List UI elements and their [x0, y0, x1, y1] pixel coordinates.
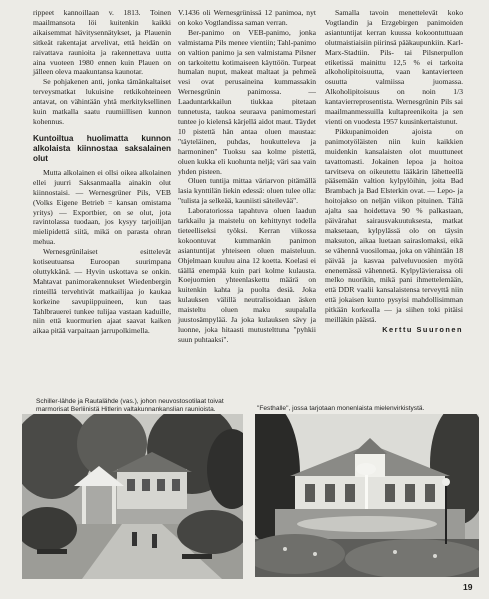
author-signature: Kerttu Suuronen: [382, 325, 463, 334]
photo-caption-left: Schiller-lähde ja Rautalähde (vas.), johon neuvostosotilaat toivat marmorisat Berliinistä Hitlerin valtakunnankanslian raunioista.: [36, 398, 224, 413]
photo-caption-right: "Festhalle", jossa tarjotaan monenlaista mielenvirkistystä.: [257, 405, 425, 412]
paragraph: Wernesgrünilaiset esittelevät kotiseutuansa Euroopan suurimpana oluttykkänä. — Hyvin uskottava se onkin. Mahtavat panimorakennukset Wiedenbergin rinteillä tervehtivät matkailijaa jo kaukaa korkeine savupiippuineen, kun taas Tahlbrauerei tunkee tulijaa vastaan kaduille, niin että kuormurien ajaat saavat kaiken aikaa pitää varpaitaan jarrupolkimella.: [33, 247, 171, 336]
paragraph: Ber-panimo on VEB-panimo, jonka valmistama Pils menee vientiin; Tahl-panimo on valtion panimo ja sen valmistama Pilsner on tarkoitettu kotimaiseen käyttöön. Turpeat humalan nuput, makeat maltaat ja pehmeä vesi ovat perusaineina kummassakin Wernesgrünin panimossa. — Laaduntarkkailun tiukkaa pitetaan tunnetusta, taukoa seuraava panimomestari tuntee jo kielensä kärjellä aidot maut. Täydet 10 pistettä hän antaa oluen maustaa: "täyteläinen, puhdas, houkutteleva ja harmoninen" Tuoksu saa kolme pistettä, oluen kukka eli kuohunta neljä; väri saa vain yhden pisteen.: [178, 27, 316, 176]
paragraph: Laboratoriossa tapahtuva oluen laadun tarkkailu ja maistelu on kehittynyt todella tieteelliseksi työksi. Kerran viikossa kokoontuvat kummankin panimon asiantuntijat yhteiseen oluen maisteluun. Ohjelmaan kuuluu aina 12 koetta. Koelasi ei täällä enempää kuin pari kolme kulausta. Koejuomien yhteenlaskettu määrä on kuitenkin kahta ja puolta desiä. Joka kulauksen välillä neutralisoidaan äsken maisteltu oluen maku suupalalla juustosämpylää. Ja joka kulauksen sävy ja luonne, joka hitaasti mutustelttuna "pyhkii suun puhtaaksi".: [178, 206, 316, 344]
paragraph: Mutta alkolainen ei ollsi oikea alkolainen ellei juurri Saksanmaalla ainakin olut kiinnostaisi. — Wernesgrüner Pils, VEB (Volks Eigene Betrieb = kansan omistama yritys) — Exportbier, on se olut, jota ravintolassa tuodaan, jos kysyy tarjoilijan mielipidettä siitä, mikä on parasta ohran mehua.: [33, 167, 171, 247]
text-column-2: [178, 8, 316, 345]
photo-festhalle: [255, 414, 479, 577]
paragraph: V.1436 oli Wernesgrünissä 12 panimoa, nyt on koko Vogtlandissa saman verran.: [178, 8, 316, 27]
section-heading: Kuntoiltua huolimatta kunnon alkolaista kiinnostaa saksalainen olut: [33, 133, 171, 163]
text-column-1: [33, 8, 171, 336]
paragraph: Se pohjakenen anti, jonka tämänkaltaiset terveysmatkat lukuisine retkikohteineen antavat, on vähintään yhtä merkityksellinen kuin matkalla saatu ruumiillisen kunnon kohennus.: [33, 77, 171, 126]
park-photo-illustration: [22, 414, 243, 579]
festhalle-photo-illustration: [255, 414, 479, 577]
paragraph: Pikkupanimoiden ajoista on panimotyöläisten niin kuin kaikkien muidenkin kansalaisten olot muuttuneet tavattomasti. Jokainen lepoa ja hoitoa tarvitseva on oikeutettu lääkärin lähetteellä pääsemään valtion kylpylöihin, joita Bad Brambach ja Bad Elsterkin ovat. — Lepo- ja hoitojakso on neljän viikon pituinen. Tältä ajalta saa hoidettava 90 % palkastaan, päivärahat sairausvakuutuksesta, matkat maksetaan, kylpylässä olo on täysin maksuton, aikaa luetaan sairaslomaksi, eikä se vähennä vuosilomaa, joka on vähintään 18 päivää ja kasvaa palveluvuosien myötä enenemässä vähennetä. Kylpylävieraissa oli melko nuorikin, mikä pani ihmettelemään, että DDR vaalii kansalaistensa terveyttä niin että jokaisen kunto pysyisi mahdollisimman pitkään korkealla — ja siihen toki pitäisi meilläkin päästä.: [325, 126, 463, 325]
paragraph: rippeet kannoillaan v. 1813. Toinen maailmansota löi kuitenkin kaikki aikaisemmat hävitysennätykset, ja Plauenin sitkeät rakentajat arvelivat, että heidän on raivattava raunioita ja rakennettava uutta aina vuoteen 1980 ennen kuin Plauen on jälleen oleva maakuntansa kaunotar.: [33, 8, 171, 77]
photo-schiller-spring-park: [22, 414, 243, 579]
paragraph: Samalla tavoin menettelevät koko Vogtlandin ja Erzgebirgen panimoiden asiantuntijat kerran kuussa kokoontuttuaan olutmaistiaisiin piirinsä pääkaupunkiin. Karl-Marx-Stadtiin. Pils- tai Pilsnerpullon etiketissä mainittu 12,5 % ei tarkoita alkoholipitoisuutta, vaan kantavierteen osuutta valmiissa juomassa. Alkoholipitoisuus on noin 1/3 kantavierreprosentista. Wernesgrünin Pils sai maailmanmessuilla kultapreenikoita ja sen vienti on vuodesta 1957 kuusinkertaistunut.: [325, 8, 463, 126]
text-column-3: [325, 8, 463, 335]
paragraph: Oluen tuntija mittaa väriarvon pitämällä lasia kynttilän liekin edessä: oluen tulee olla: "tulista ja selkeää, kauniisti säteilevää".: [178, 176, 316, 206]
page-number: 19: [463, 582, 473, 592]
